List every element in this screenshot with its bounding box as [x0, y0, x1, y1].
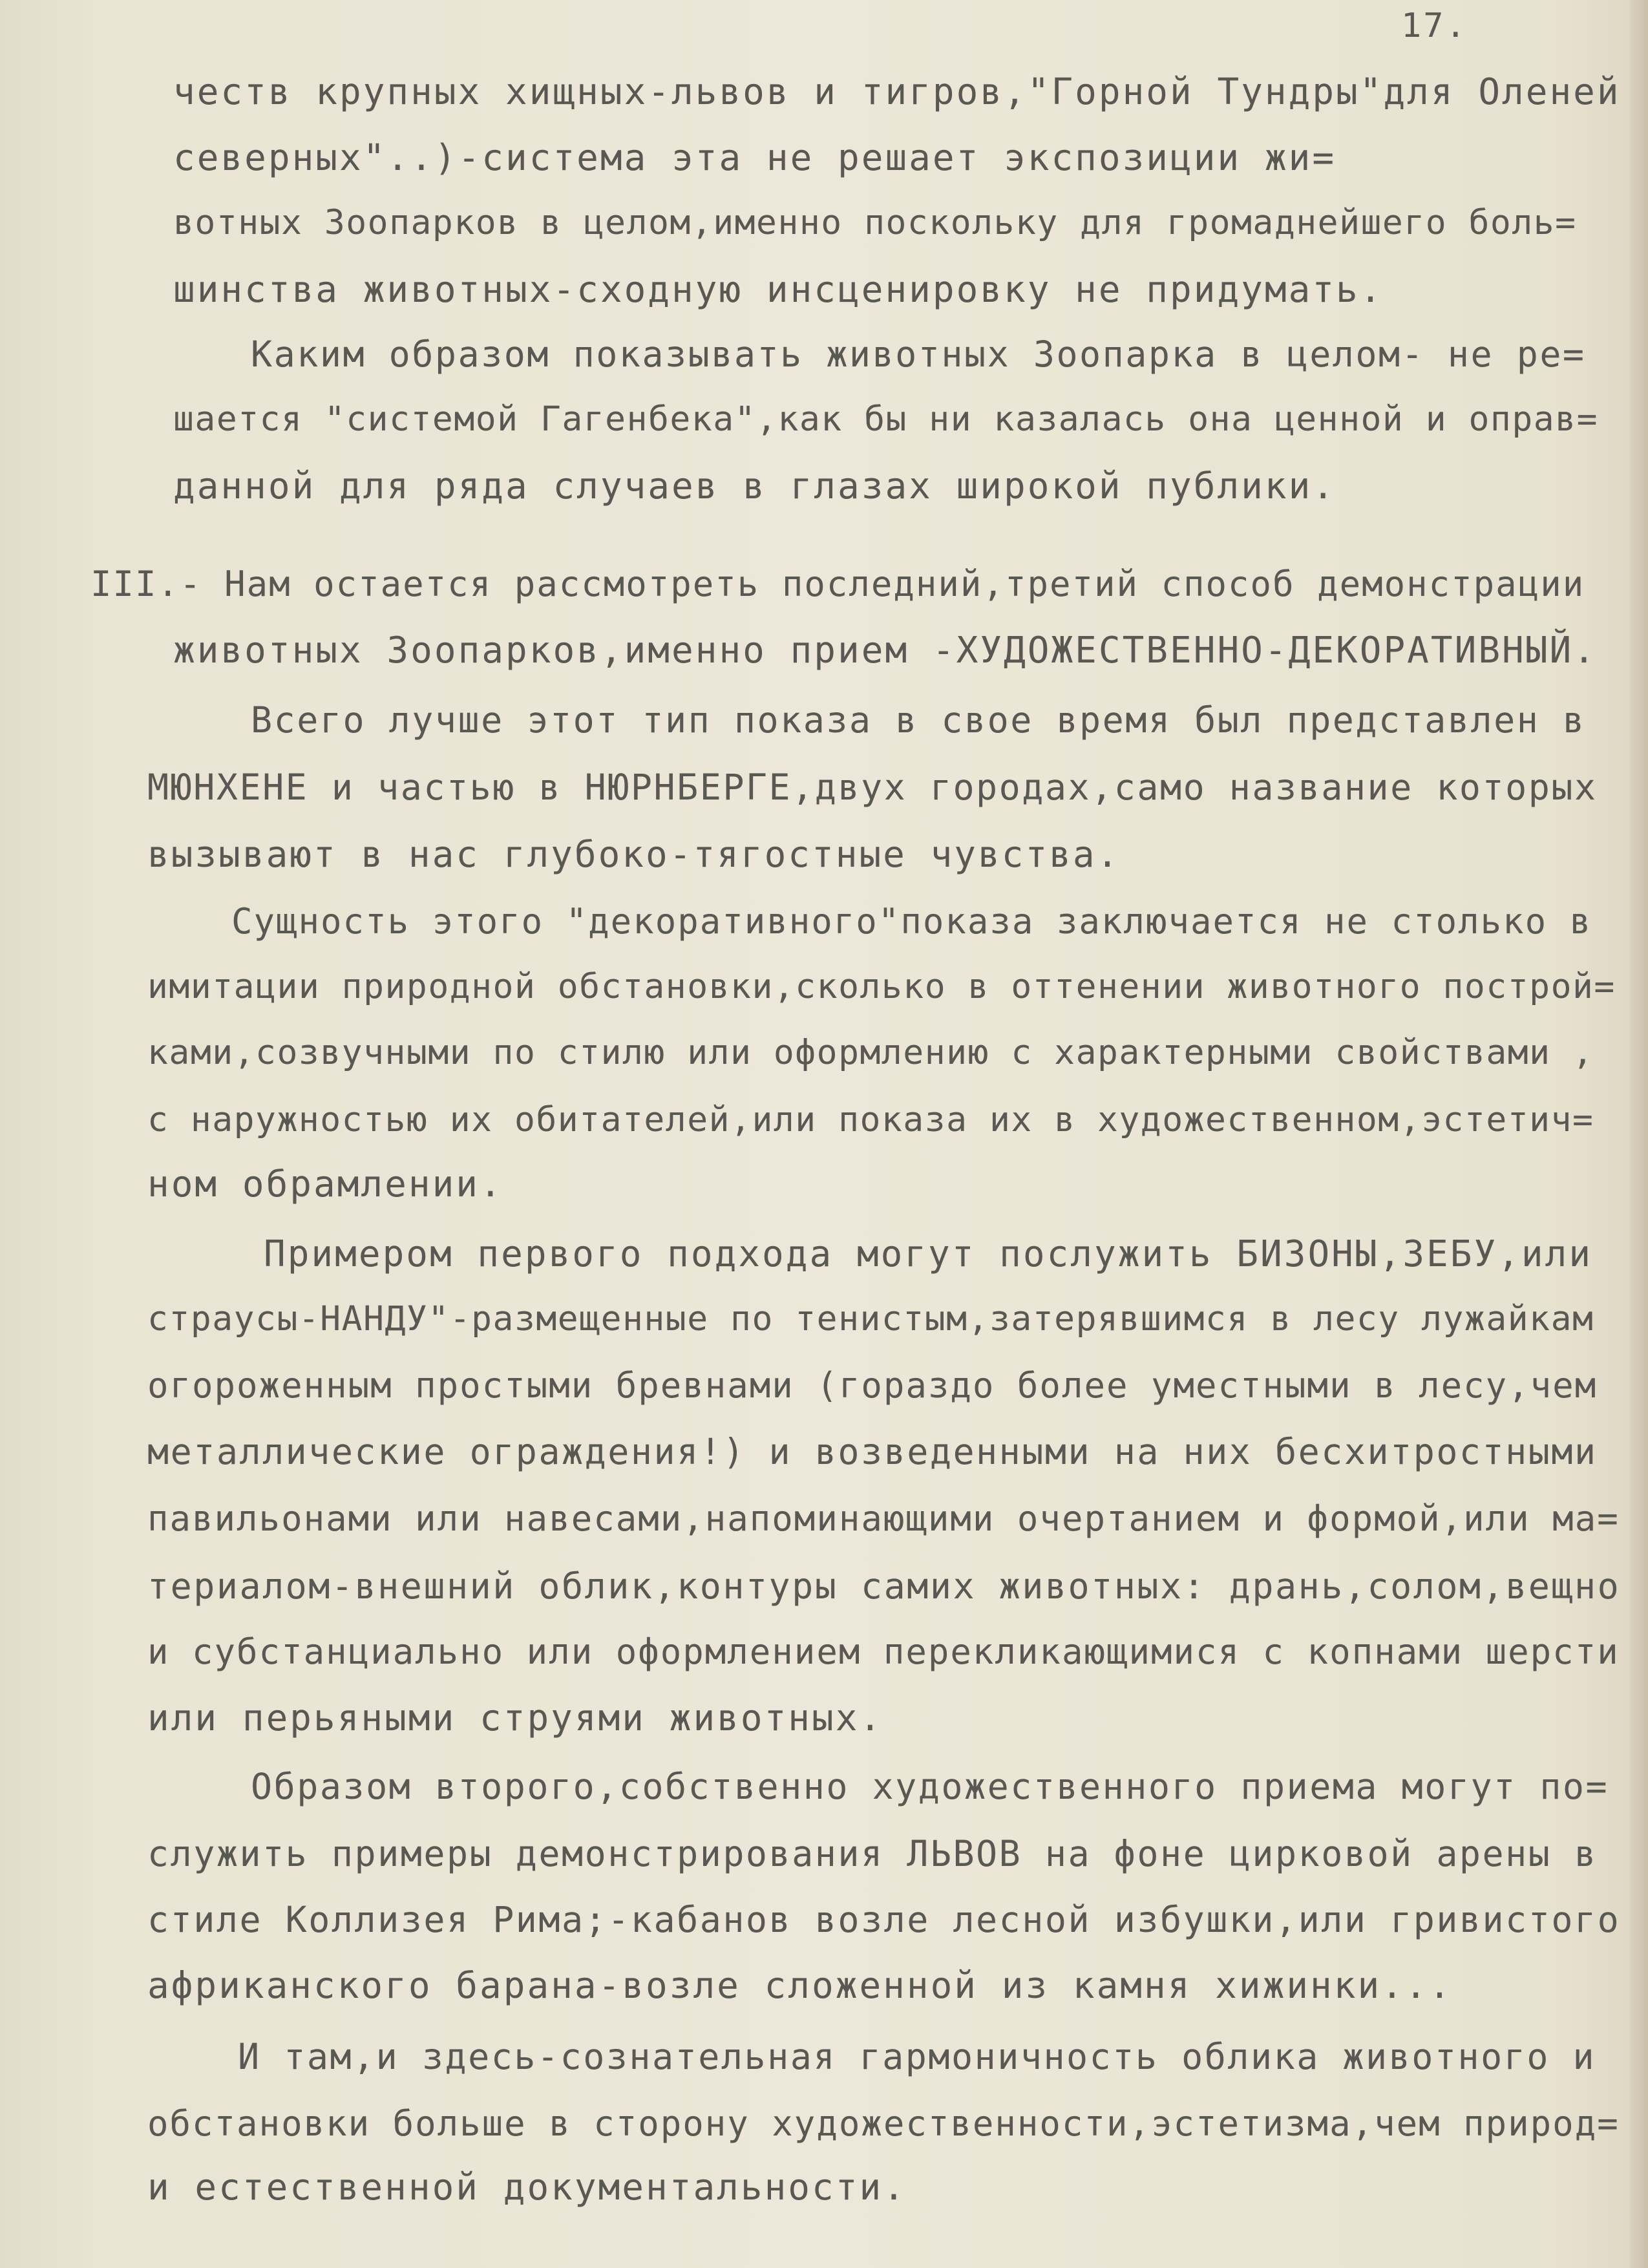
text-line-30: И там,и здесь-сознательная гармоничность облика животного и: [238, 2036, 1596, 2077]
text-line-2: северных"..)-система эта не решает экспозиции жи=: [173, 137, 1336, 179]
text-line-3: вотных Зоопарков в целом,именно поскольку для громаднейшего боль=: [173, 203, 1577, 242]
text-line-28: стиле Коллизея Рима;-кабанов возле лесной избушки,или гривистого: [147, 1899, 1621, 1940]
text-line-4: шинства животных-сходную инсценировку не придумать.: [173, 269, 1384, 311]
text-line-22: павильонами или навесами,напоминающими очертанием и формой,или ма=: [147, 1498, 1620, 1539]
text-line-18: Примером первого подхода могут послужить БИЗОНЫ,ЗЕБУ,или: [264, 1233, 1593, 1275]
text-line-10: Всего лучше этот тип показа в свое время был представлен в: [251, 699, 1586, 741]
text-line-11: МЮНХЕНЕ и частью в НЮРНБЕРГЕ,двух городах,само название которых: [147, 767, 1598, 808]
text-line-27: служить примеры демонстрирования ЛЬВОВ на фоне цирковой арены в: [147, 1833, 1598, 1874]
text-line-6: шается "системой Гагенбека",как бы ни казалась она ценной и оправ=: [173, 399, 1598, 439]
text-line-20: огороженным простыми бревнами (гораздо более уместными в лесу,чем: [147, 1365, 1598, 1406]
text-line-21: металлические ограждения!) и возведенными на них бесхитростными: [147, 1431, 1598, 1472]
text-line-1: честв крупных хищных-львов и тигров,"Горной Тундры"для Оленей: [173, 71, 1621, 113]
text-line-13: Сущность этого "декоративного"показа заключается не столько в: [231, 901, 1592, 942]
text-line-32: и естественной документальности.: [147, 2167, 907, 2209]
text-line-12: вызывают в нас глубоко-тягостные чувства.: [147, 834, 1121, 876]
text-line-25: или перьяными струями животных.: [147, 1697, 883, 1739]
text-line-17: ном обрамлении.: [147, 1163, 503, 1205]
text-line-14: имитации природной обстановки,сколько в оттенении животного построй=: [147, 967, 1616, 1006]
text-line-15: ками,созвучными по стилю или оформлению с характерными свойствами ,: [147, 1033, 1594, 1072]
text-line-19: страусы-НАНДУ"-размещенные по тенистым,затерявшимся в лесу лужайкам: [147, 1299, 1594, 1339]
text-line-9: животных Зоопарков,именно прием -ХУДОЖЕСТВЕННО-ДЕКОРАТИВНЫЙ.: [173, 630, 1597, 672]
page-number: 17.: [1401, 6, 1468, 45]
text-line-7: данной для ряда случаев в глазах широкой публики.: [173, 465, 1336, 507]
text-line-31: обстановки больше в сторону художественности,эстетизма,чем природ=: [147, 2103, 1620, 2144]
section-heading-line: III.- Нам остается рассмотреть последний,третий способ демонстрации: [90, 564, 1585, 604]
page-edge: [1630, 0, 1648, 2268]
text-line-26: Образом второго,собственно художественного приема могут по=: [251, 1766, 1609, 1807]
text-line-16: с наружностью их обитателей,или показа их в художественном,эстетич=: [147, 1100, 1594, 1139]
text-line-24: и субстанциально или оформлением перекликающимися с копнами шерсти: [147, 1631, 1620, 1672]
text-line-23: териалом-внешний облик,контуры самих животных: дрань,солом,вещно: [147, 1565, 1621, 1607]
text-line-5: Каким образом показывать животных Зоопарка в целом- не ре=: [251, 334, 1586, 375]
text-line-29: африканского барана-возле сложенной из камня хижинки...: [147, 1965, 1453, 2007]
